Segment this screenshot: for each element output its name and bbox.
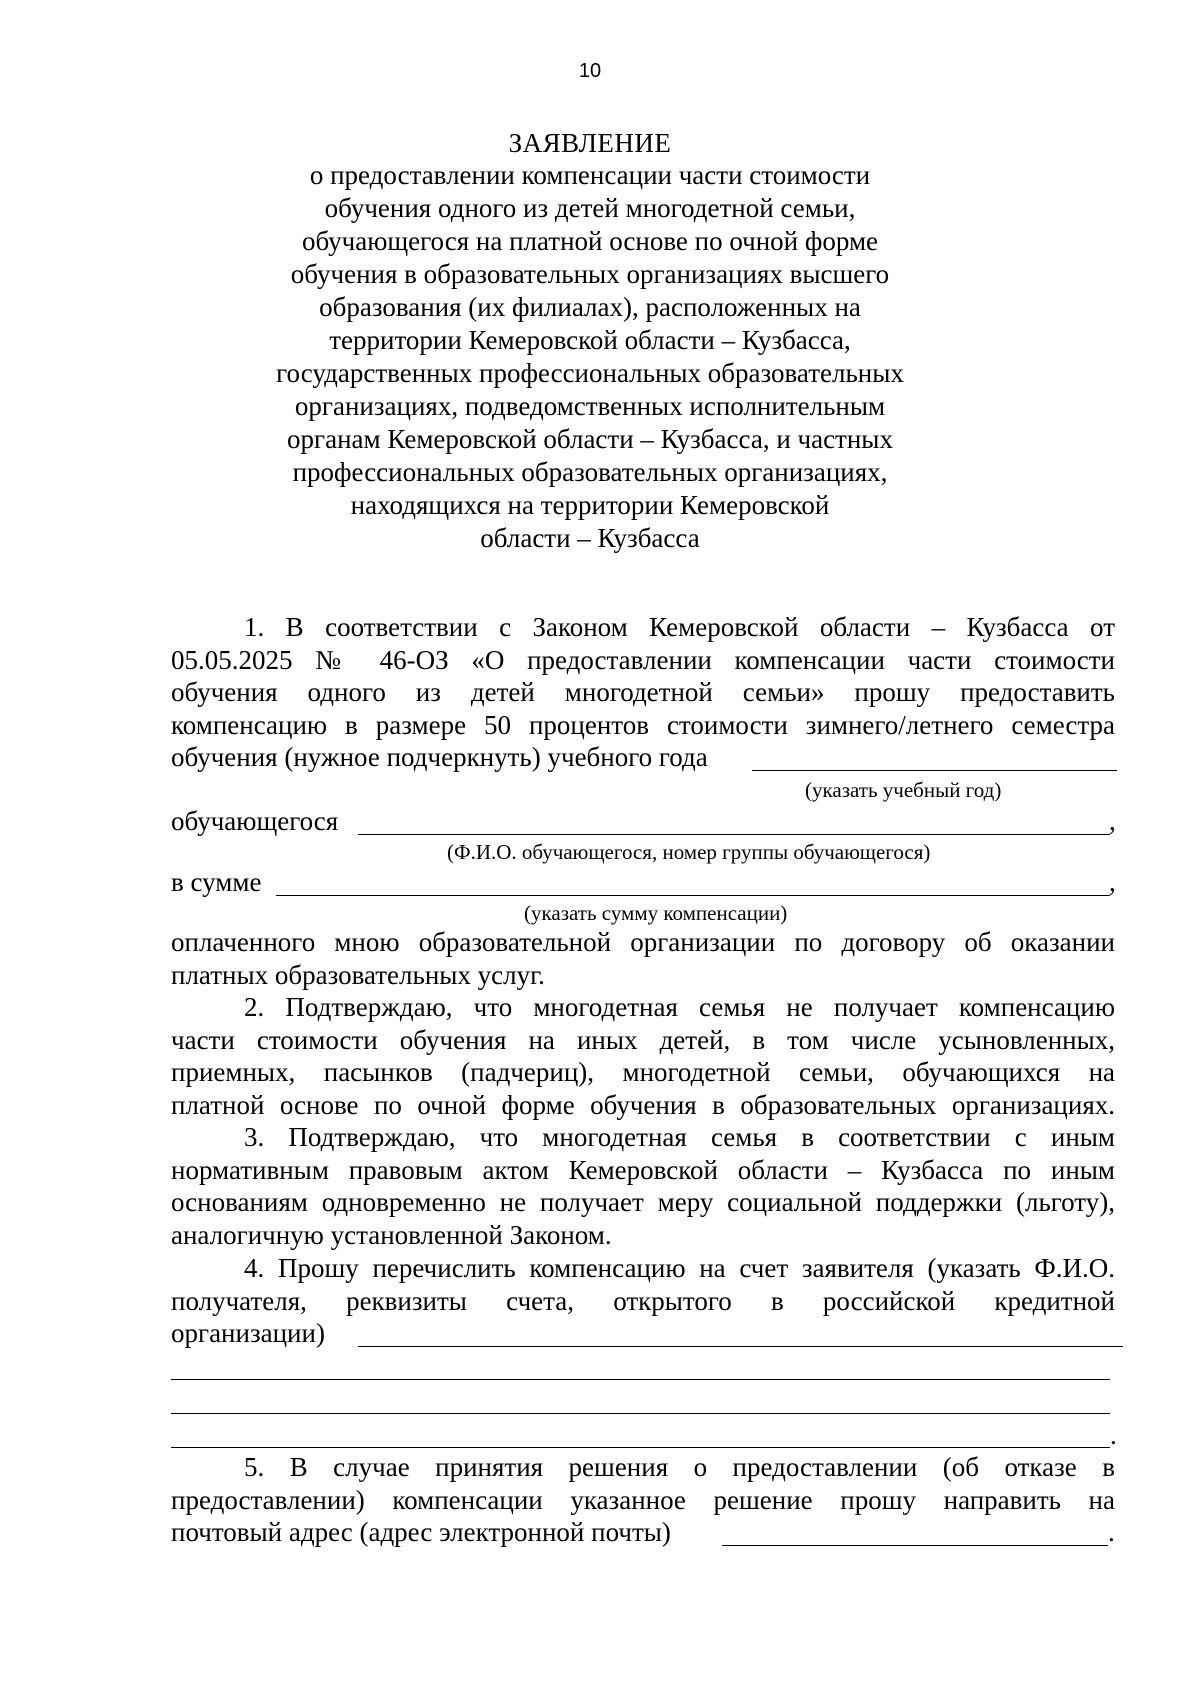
paragraph-line: части стоимости обучения на иных детей, в том числе усыновленных, — [171, 1024, 1115, 1055]
paragraph-line: получателя, реквизиты счета, открытого в российской кредитной — [171, 1285, 1115, 1316]
org-label: организации) — [171, 1318, 325, 1348]
student-label: обучающегося — [171, 806, 339, 836]
account-field-4[interactable] — [171, 1447, 1110, 1448]
year-label: обучения (нужное подчеркнуть) учебного года — [171, 742, 708, 772]
paragraph-2 — [171, 991, 1115, 1121]
period: . — [1110, 1420, 1117, 1450]
paragraph-line: 1. В соответствии с Законом Кемеровской области – Кузбасса от — [244, 612, 1115, 642]
paragraph-4 — [171, 1252, 1115, 1317]
paragraph-line: нормативным правовым актом Кемеровской области – Кузбасса по иным — [171, 1154, 1115, 1185]
document-title: ЗАЯВЛЕНИЕ — [508, 128, 672, 158]
paragraph-line: 2. Подтверждаю, что многодетная семья не получает компенсацию — [244, 992, 1115, 1022]
sum-field[interactable] — [276, 895, 1110, 896]
paragraph-1 — [171, 611, 1115, 741]
subtitle-line: органам Кемеровской области – Кузбасса, и частных — [287, 424, 893, 454]
page-number: 10 — [578, 60, 602, 82]
paragraph-line: платной основе по очной форме обучения в образовательных организациях. — [171, 1089, 1115, 1120]
subtitle-line: обучающегося на платной основе по очной форме — [301, 226, 879, 256]
paragraph-line: приемных, пасынков (падчериц), многодетной семьи, обучающихся на — [171, 1057, 1115, 1087]
period: . — [1108, 1517, 1115, 1547]
subtitle-line: территории Кемеровской области – Кузбасса, — [329, 325, 851, 355]
address-field[interactable] — [722, 1545, 1108, 1546]
paragraph-1-tail — [171, 926, 1115, 991]
student-hint: (Ф.И.О. обучающегося, номер группы обучающегося) — [447, 840, 931, 864]
year-hint: (указать учебный год) — [805, 778, 1002, 802]
subtitle-line: профессиональных образовательных организациях, — [292, 457, 888, 487]
subtitle-line: области – Кузбасса — [480, 523, 700, 553]
account-field-3[interactable] — [171, 1413, 1110, 1414]
paragraph-line: 05.05.2025 № 46-ОЗ «О предоставлении компенсации части стоимости — [171, 644, 1115, 675]
account-field-1[interactable] — [358, 1346, 1123, 1347]
paragraph-line: платных образовательных услуг. — [171, 959, 545, 990]
paragraph-line: оплаченного мною образовательной организации по договору об оказании — [171, 927, 1115, 957]
subtitle-line: обучения одного из детей многодетной семьи, — [324, 193, 856, 223]
subtitle-line: организациях, подведомственных исполнительным — [294, 391, 886, 421]
paragraph-line: 4. Прошу перечислить компенсацию на счет заявителя (указать Ф.И.О. — [244, 1253, 1115, 1283]
paragraph-line: 3. Подтверждаю, что многодетная семья в соответствии с иным — [244, 1122, 1115, 1152]
subtitle-line: образования (их филиалах), расположенных на — [319, 292, 861, 322]
sum-hint: (указать сумму компенсации) — [524, 901, 788, 925]
subtitle-line: государственных профессиональных образовательных — [276, 358, 904, 388]
account-field-2[interactable] — [171, 1379, 1110, 1380]
subtitle-line: о предоставлении компенсации части стоимости — [309, 160, 871, 190]
subtitle-line: обучения в образовательных организациях высшего — [290, 259, 890, 289]
subtitle-line: находящихся на территории Кемеровской — [350, 490, 830, 520]
paragraph-line: обучения одного из детей многодетной семьи» прошу предоставить — [171, 677, 1115, 707]
paragraph-line: предоставлении) компенсации указанное решение прошу направить на — [171, 1484, 1115, 1515]
paragraph-5 — [171, 1451, 1115, 1516]
paragraph-line: 5. В случае принятия решения о предоставлении (об отказе в — [244, 1452, 1115, 1482]
paragraph-line: аналогичную установленной Законом. — [171, 1219, 612, 1250]
address-label: почтовый адрес (адрес электронной почты) — [171, 1517, 671, 1547]
student-field[interactable] — [358, 834, 1110, 835]
year-field[interactable] — [752, 770, 1117, 771]
document-subtitle — [0, 159, 1180, 555]
paragraph-line: компенсацию в размере 50 процентов стоимости зимнего/летнего семестра — [171, 709, 1115, 740]
sum-label: в сумме — [171, 867, 262, 897]
comma: , — [1109, 806, 1116, 836]
comma: , — [1109, 867, 1116, 897]
paragraph-line: основаниям одновременно не получает меру социальной поддержки (льготу), — [171, 1187, 1115, 1217]
paragraph-3 — [171, 1121, 1115, 1251]
